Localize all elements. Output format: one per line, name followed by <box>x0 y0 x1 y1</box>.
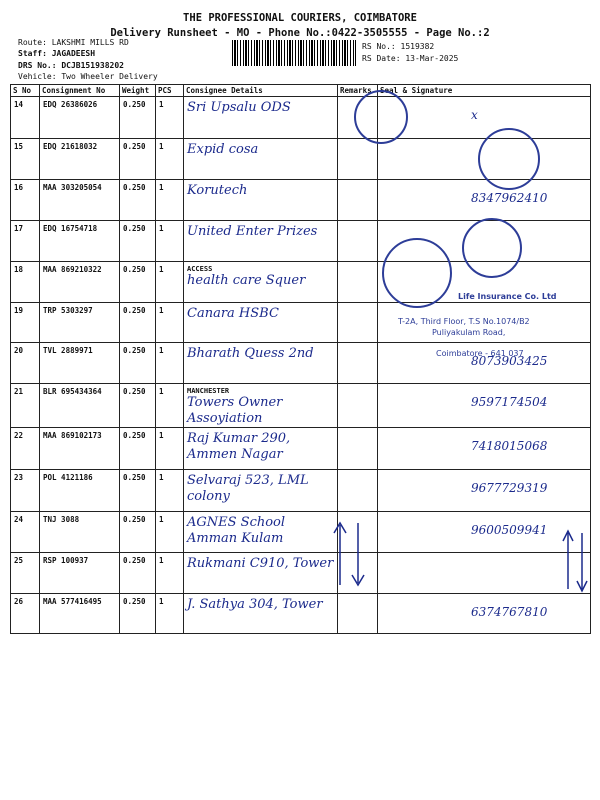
row-pcs: 1 <box>156 139 184 180</box>
row-consignment-no: EDQ 26386026 <box>40 97 120 139</box>
row-weight: 0.250 <box>120 303 156 343</box>
row-sno: 17 <box>11 221 40 262</box>
row-signature <box>378 384 591 428</box>
signature-text: 9677729319 <box>471 481 548 495</box>
row-consignment-no: MAA 303205054 <box>40 180 120 221</box>
row-weight: 0.250 <box>120 470 156 512</box>
seal-stamp <box>382 238 452 308</box>
row-pcs: 1 <box>156 221 184 262</box>
consignee-handwritten: J. Sathya 304, Tower <box>187 597 323 612</box>
row-remarks <box>338 139 378 180</box>
table-row <box>11 470 591 512</box>
row-consignee-details <box>184 343 338 384</box>
table-header <box>11 85 591 97</box>
row-weight: 0.250 <box>120 343 156 384</box>
consignee-handwritten: Selvaraj 523, LML colony <box>187 473 309 504</box>
row-consignee-details <box>184 512 338 553</box>
row-weight: 0.250 <box>120 180 156 221</box>
row-signature <box>378 180 591 221</box>
row-weight: 0.250 <box>120 512 156 553</box>
row-weight: 0.250 <box>120 262 156 303</box>
consignee-label: MANCHESTER <box>187 387 230 395</box>
row-consignment-no: TRP 5303297 <box>40 303 120 343</box>
arrow-marks <box>330 515 370 590</box>
row-sno: 20 <box>11 343 40 384</box>
row-weight: 0.250 <box>120 428 156 470</box>
row-remarks <box>338 180 378 221</box>
route-label: Route: LAKSHMI MILLS RD <box>18 38 129 47</box>
row-sno: 24 <box>11 512 40 553</box>
row-pcs: 1 <box>156 343 184 384</box>
signature-text: 6374767810 <box>471 605 548 619</box>
row-remarks <box>338 470 378 512</box>
row-pcs: 1 <box>156 384 184 428</box>
row-signature <box>378 470 591 512</box>
table-row <box>11 553 591 594</box>
signature-text <box>381 556 588 564</box>
consignee-handwritten: Raj Kumar 290, Ammen Nagar <box>187 431 291 462</box>
row-consignment-no: POL 4121186 <box>40 470 120 512</box>
row-sno: 18 <box>11 262 40 303</box>
signature-text: 8347962410 <box>471 191 548 205</box>
consignee-handwritten: Bharath Quess 2nd <box>187 346 314 361</box>
col-seal: Seal & Signature <box>378 85 591 97</box>
row-consignment-no: EDQ 21618032 <box>40 139 120 180</box>
consignee-handwritten: Korutech <box>187 183 248 198</box>
row-consignee-details <box>184 594 338 634</box>
row-pcs: 1 <box>156 553 184 594</box>
row-remarks <box>338 303 378 343</box>
row-consignee-details <box>184 180 338 221</box>
row-sno: 19 <box>11 303 40 343</box>
consignee-handwritten: Canara HSBC <box>187 306 279 321</box>
table-row <box>11 594 591 634</box>
lic-stamp-road: Puliyakulam Road, <box>432 328 506 337</box>
row-remarks <box>338 594 378 634</box>
table-row <box>11 512 591 553</box>
row-remarks <box>338 221 378 262</box>
row-consignment-no: RSP 100937 <box>40 553 120 594</box>
col-consignment: Consignment No <box>40 85 120 97</box>
row-weight: 0.250 <box>120 221 156 262</box>
row-signature <box>378 594 591 634</box>
arrow-marks <box>560 525 590 595</box>
row-signature <box>378 512 591 553</box>
row-pcs: 1 <box>156 97 184 139</box>
consignee-handwritten: Sri Upsalu ODS <box>187 100 291 115</box>
row-signature <box>378 97 591 139</box>
row-signature <box>378 428 591 470</box>
signature-text: 8073903425 <box>471 354 548 368</box>
row-consignment-no: BLR 695434364 <box>40 384 120 428</box>
row-remarks <box>338 428 378 470</box>
row-weight: 0.250 <box>120 97 156 139</box>
row-sno: 14 <box>11 97 40 139</box>
row-pcs: 1 <box>156 180 184 221</box>
seal-stamp <box>478 128 540 190</box>
row-consignment-no: MAA 869210322 <box>40 262 120 303</box>
runsheet-title: Delivery Runsheet - MO - Phone No.:0422-3505555 - Page No.:2 <box>110 27 490 39</box>
row-consignee-details <box>184 221 338 262</box>
col-sno: S No <box>11 85 40 97</box>
row-weight: 0.250 <box>120 553 156 594</box>
row-pcs: 1 <box>156 262 184 303</box>
row-pcs: 1 <box>156 470 184 512</box>
row-consignee-details <box>184 262 338 303</box>
rs-number: RS No.: 1519382 <box>362 42 435 51</box>
row-weight: 0.250 <box>120 139 156 180</box>
row-sno: 23 <box>11 470 40 512</box>
rs-date: RS Date: 13-Mar-2025 <box>362 54 459 63</box>
staff-label: Staff: JAGADEESH <box>18 49 96 58</box>
consignee-label: ACCESS <box>187 265 213 273</box>
row-weight: 0.250 <box>120 594 156 634</box>
row-consignee-details <box>184 97 338 139</box>
row-sno: 16 <box>11 180 40 221</box>
consignee-handwritten: Towers Owner Assoyiation <box>187 395 283 426</box>
signature-text: x <box>471 108 478 122</box>
lic-stamp-city: Coimbatore - 641 037 <box>436 349 524 358</box>
row-sno: 22 <box>11 428 40 470</box>
row-remarks <box>338 384 378 428</box>
lic-stamp-address: T-2A, Third Floor, T.S No.1074/B2 <box>398 317 530 326</box>
drs-number: DRS No.: DCJB151938202 <box>18 61 124 70</box>
row-consignment-no: TVL 2889971 <box>40 343 120 384</box>
row-consignee-details <box>184 303 338 343</box>
row-consignee-details <box>184 428 338 470</box>
row-sno: 26 <box>11 594 40 634</box>
row-consignment-no: EDQ 16754718 <box>40 221 120 262</box>
col-pcs: PCS <box>156 85 184 97</box>
row-pcs: 1 <box>156 428 184 470</box>
consignee-handwritten: health care Squer <box>187 273 306 288</box>
row-consignee-details <box>184 384 338 428</box>
row-remarks <box>338 262 378 303</box>
row-consignment-no: TNJ 3088 <box>40 512 120 553</box>
row-consignee-details <box>184 139 338 180</box>
seal-stamp <box>354 90 408 144</box>
seal-stamp <box>462 218 522 278</box>
vehicle-label: Vehicle: Two Wheeler Delivery <box>18 72 158 81</box>
signature-text: 9600509941 <box>471 523 548 537</box>
table-row <box>11 428 591 470</box>
company-name: THE PROFESSIONAL COURIERS, COIMBATORE <box>183 12 417 24</box>
table-row <box>11 384 591 428</box>
consignee-handwritten: Rukmani C910, Tower <box>187 556 334 571</box>
consignee-handwritten: United Enter Prizes <box>187 224 318 239</box>
consignee-handwritten: Expid cosa <box>187 142 259 157</box>
row-sno: 25 <box>11 553 40 594</box>
row-consignment-no: MAA 869102173 <box>40 428 120 470</box>
row-pcs: 1 <box>156 303 184 343</box>
col-weight: Weight <box>120 85 156 97</box>
signature-text: 7418015068 <box>471 439 548 453</box>
row-consignment-no: MAA 577416495 <box>40 594 120 634</box>
consignee-handwritten: AGNES School Amman Kulam <box>187 515 286 546</box>
row-remarks <box>338 343 378 384</box>
row-sno: 21 <box>11 384 40 428</box>
row-pcs: 1 <box>156 512 184 553</box>
row-consignee-details <box>184 470 338 512</box>
lic-stamp-name: Life Insurance Co. Ltd <box>458 292 557 301</box>
signature-text: 9597174504 <box>471 395 548 409</box>
row-consignee-details <box>184 553 338 594</box>
row-pcs: 1 <box>156 594 184 634</box>
col-details: Consignee Details <box>184 85 338 97</box>
col-remarks: Remarks <box>338 85 378 97</box>
row-sno: 15 <box>11 139 40 180</box>
row-signature <box>378 553 591 594</box>
row-weight: 0.250 <box>120 384 156 428</box>
barcode <box>232 40 356 66</box>
